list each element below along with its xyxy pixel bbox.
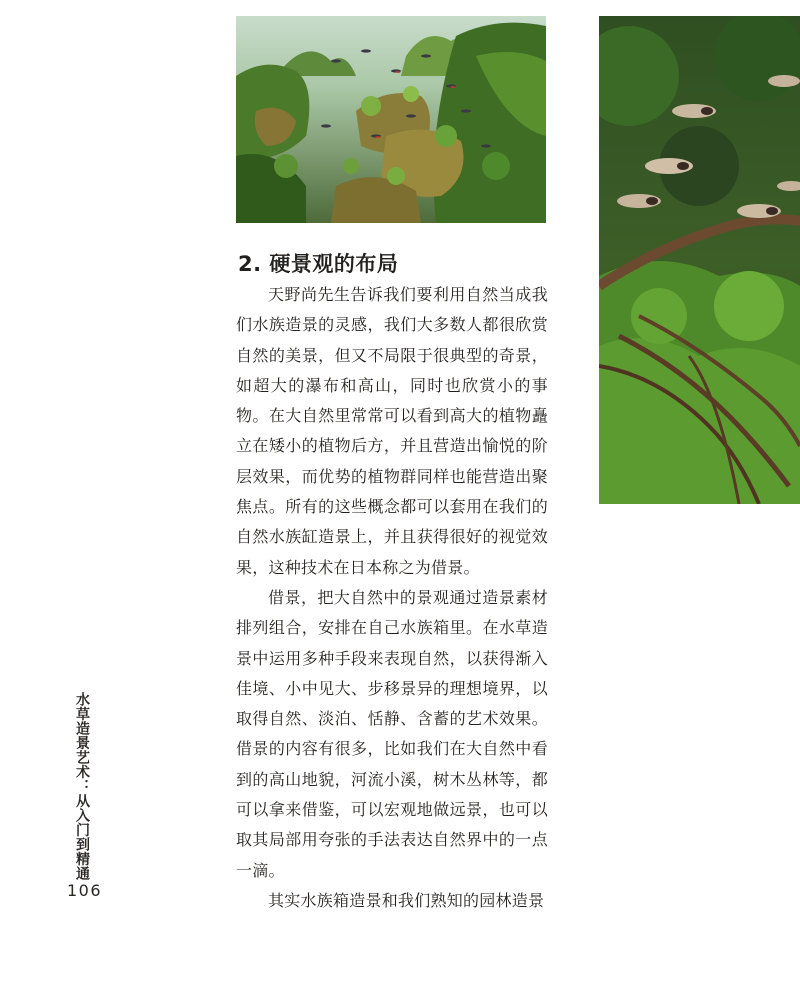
paragraph: 借景，把大自然中的景观通过造景素材排列组合，安排在自己水族箱里。在水草造景中运用多种手段来表现自然，以获得渐入佳境、小中见大、步移景异的理想境界，以取得自然、淡泊、恬静、含蓄的艺术效果。借景的内容有很多，比如我们在大自然中看到的高山地貌，河流小溪，树木丛林等，都可以拿来借鉴，可以宏观地做远景，也可以取其局部用夸张的手法表达自然界中的一点一滴。 <box>236 587 548 880</box>
section-heading: 2. 硬景观的布局 <box>238 252 399 276</box>
book-title: 水草造景艺术：从入门到精通 <box>74 692 90 881</box>
body-text <box>236 280 548 916</box>
paragraph: 天野尚先生告诉我们要利用自然当成我们水族造景的灵感，我们大多数人都很欣赏自然的美景，但又不局限于很典型的奇景，如超大的瀑布和高山，同时也欣赏小的事物。在大自然里常常可以看到高大的植物矗立在矮小的植物后方，并且营造出愉悦的阶层效果，而优势的植物群同样也能营造出聚焦点。所有的这些概念都可以套用在我们的自然水族缸造景上，并且获得很好的视觉效果，这种技术在日本称之为借景。 <box>236 285 548 577</box>
aquascape-photo-top <box>236 16 546 223</box>
aquascape-photo-right <box>599 16 800 504</box>
page-number: 106 <box>67 881 103 900</box>
paragraph: 其实水族箱造景和我们熟知的园林造景 <box>268 890 545 910</box>
